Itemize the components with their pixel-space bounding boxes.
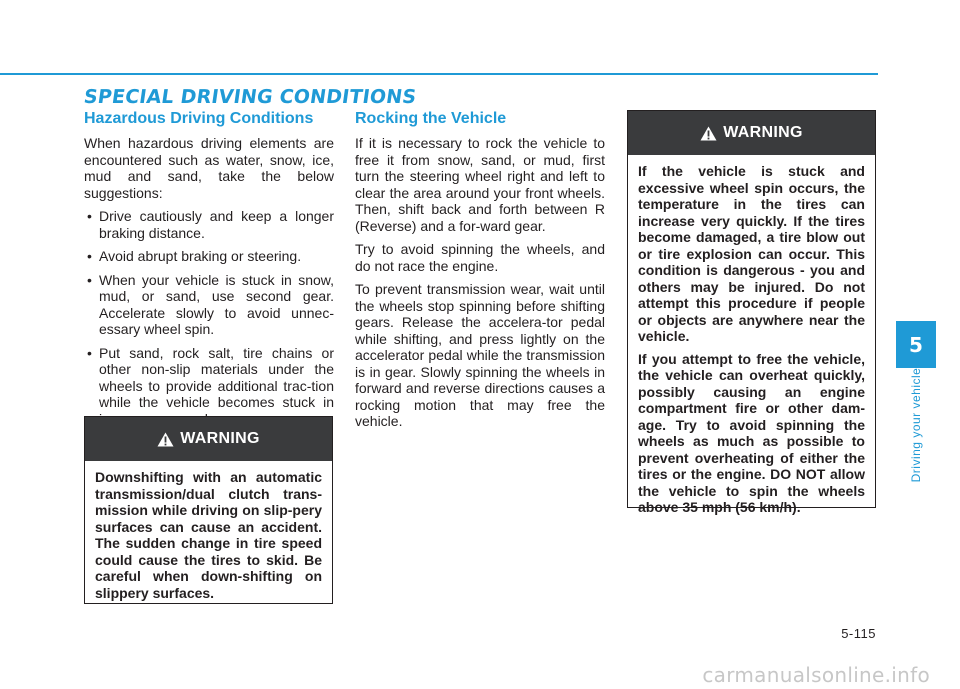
chapter-label: Driving your vehicle	[909, 367, 923, 483]
page-number: 5-115	[841, 626, 876, 641]
warning-header	[628, 111, 875, 155]
top-rule	[0, 73, 878, 75]
rocking-paragraph: Try to avoid spinning the wheels, and do not race the engine.	[355, 241, 605, 274]
warning-label: WARNING	[723, 124, 803, 141]
hazardous-intro: When hazardous driving elements are encountered such as water, snow, ice, mud and sand, take the below suggestions:	[84, 135, 334, 201]
warning-box-stuck-vehicle	[627, 110, 876, 515]
chapter-tab: 5	[896, 321, 936, 368]
list-item: • Put sand, rock salt, tire chains or other non-slip materials under the wheels to provide additional trac-tion while the vehicle becomes stuck in	[84, 345, 334, 428]
warning-header	[85, 417, 332, 461]
warning-body	[628, 155, 875, 530]
warning-triangle-icon	[700, 126, 717, 141]
rocking-heading: Rocking the Vehicle	[355, 110, 507, 127]
rocking-paragraph: To prevent transmission wear, wait until the wheels stop spinning before shifting gears. Release the accelera-tor pedal while shifting, and press lightly on the accelerator pedal while the transmission is in gear. Slowly spinning the wheels in forward and reverse directions causes a rocking motion that may free the vehicle.	[355, 281, 605, 429]
warning-box-downshifting	[84, 416, 333, 604]
warning-text: If the vehicle is stuck and excessive wheel spin occurs, the temperature in the tires can increase very quickly. If the tires become damaged, a tire blow out or tire explosion can occur. This condition is dangerous - you and others may be injured. Do not attempt this procedure if people or objects are anywhere near the vehicle.	[638, 163, 865, 344]
column-middle	[355, 109, 605, 437]
warning-triangle-icon	[157, 432, 174, 447]
warning-label: WARNING	[180, 430, 260, 447]
list-item: • Drive cautiously and keep a longer braking distance.	[84, 208, 334, 241]
warning-body	[85, 461, 332, 615]
hazardous-heading: Hazardous Driving Conditions	[84, 110, 314, 127]
hazardous-list	[84, 208, 334, 427]
rocking-paragraph: If it is necessary to rock the vehicle to free it from snow, sand, or mud, first turn the steering wheel right and left to clear the area around your front wheels. Then, shift back and forth between R (Reverse) and a for-ward gear.	[355, 135, 605, 234]
list-item: • Avoid abrupt braking or steering.	[84, 248, 334, 265]
warning-text: Downshifting with an automatic transmission/dual clutch trans-mission while driving on slip-pery surfaces can cause an accident. The sudden change in tire speed could cause the tires to skid. Be careful when down-shifting on slippery surfaces.	[95, 469, 322, 601]
section-title: SPECIAL DRIVING CONDITIONS	[82, 86, 418, 108]
list-item: • When your vehicle is stuck in snow, mud, or sand, use second gear. Accelerate slowly to avoid unnec-essary wheel spin.	[84, 272, 334, 338]
column-left	[84, 109, 334, 434]
warning-text: If you attempt to free the vehicle, the vehicle can overheat quickly, possibly causing an engine compartment fire or other dam-age. Try to avoid spinning the wheels as much as possible to prevent overheating of either the tires or the engine. DO NOT allow the vehicle to spin the wheels above 35 mph (56 km/h).	[638, 350, 865, 515]
watermark: carmanualsonline.info	[702, 663, 930, 687]
